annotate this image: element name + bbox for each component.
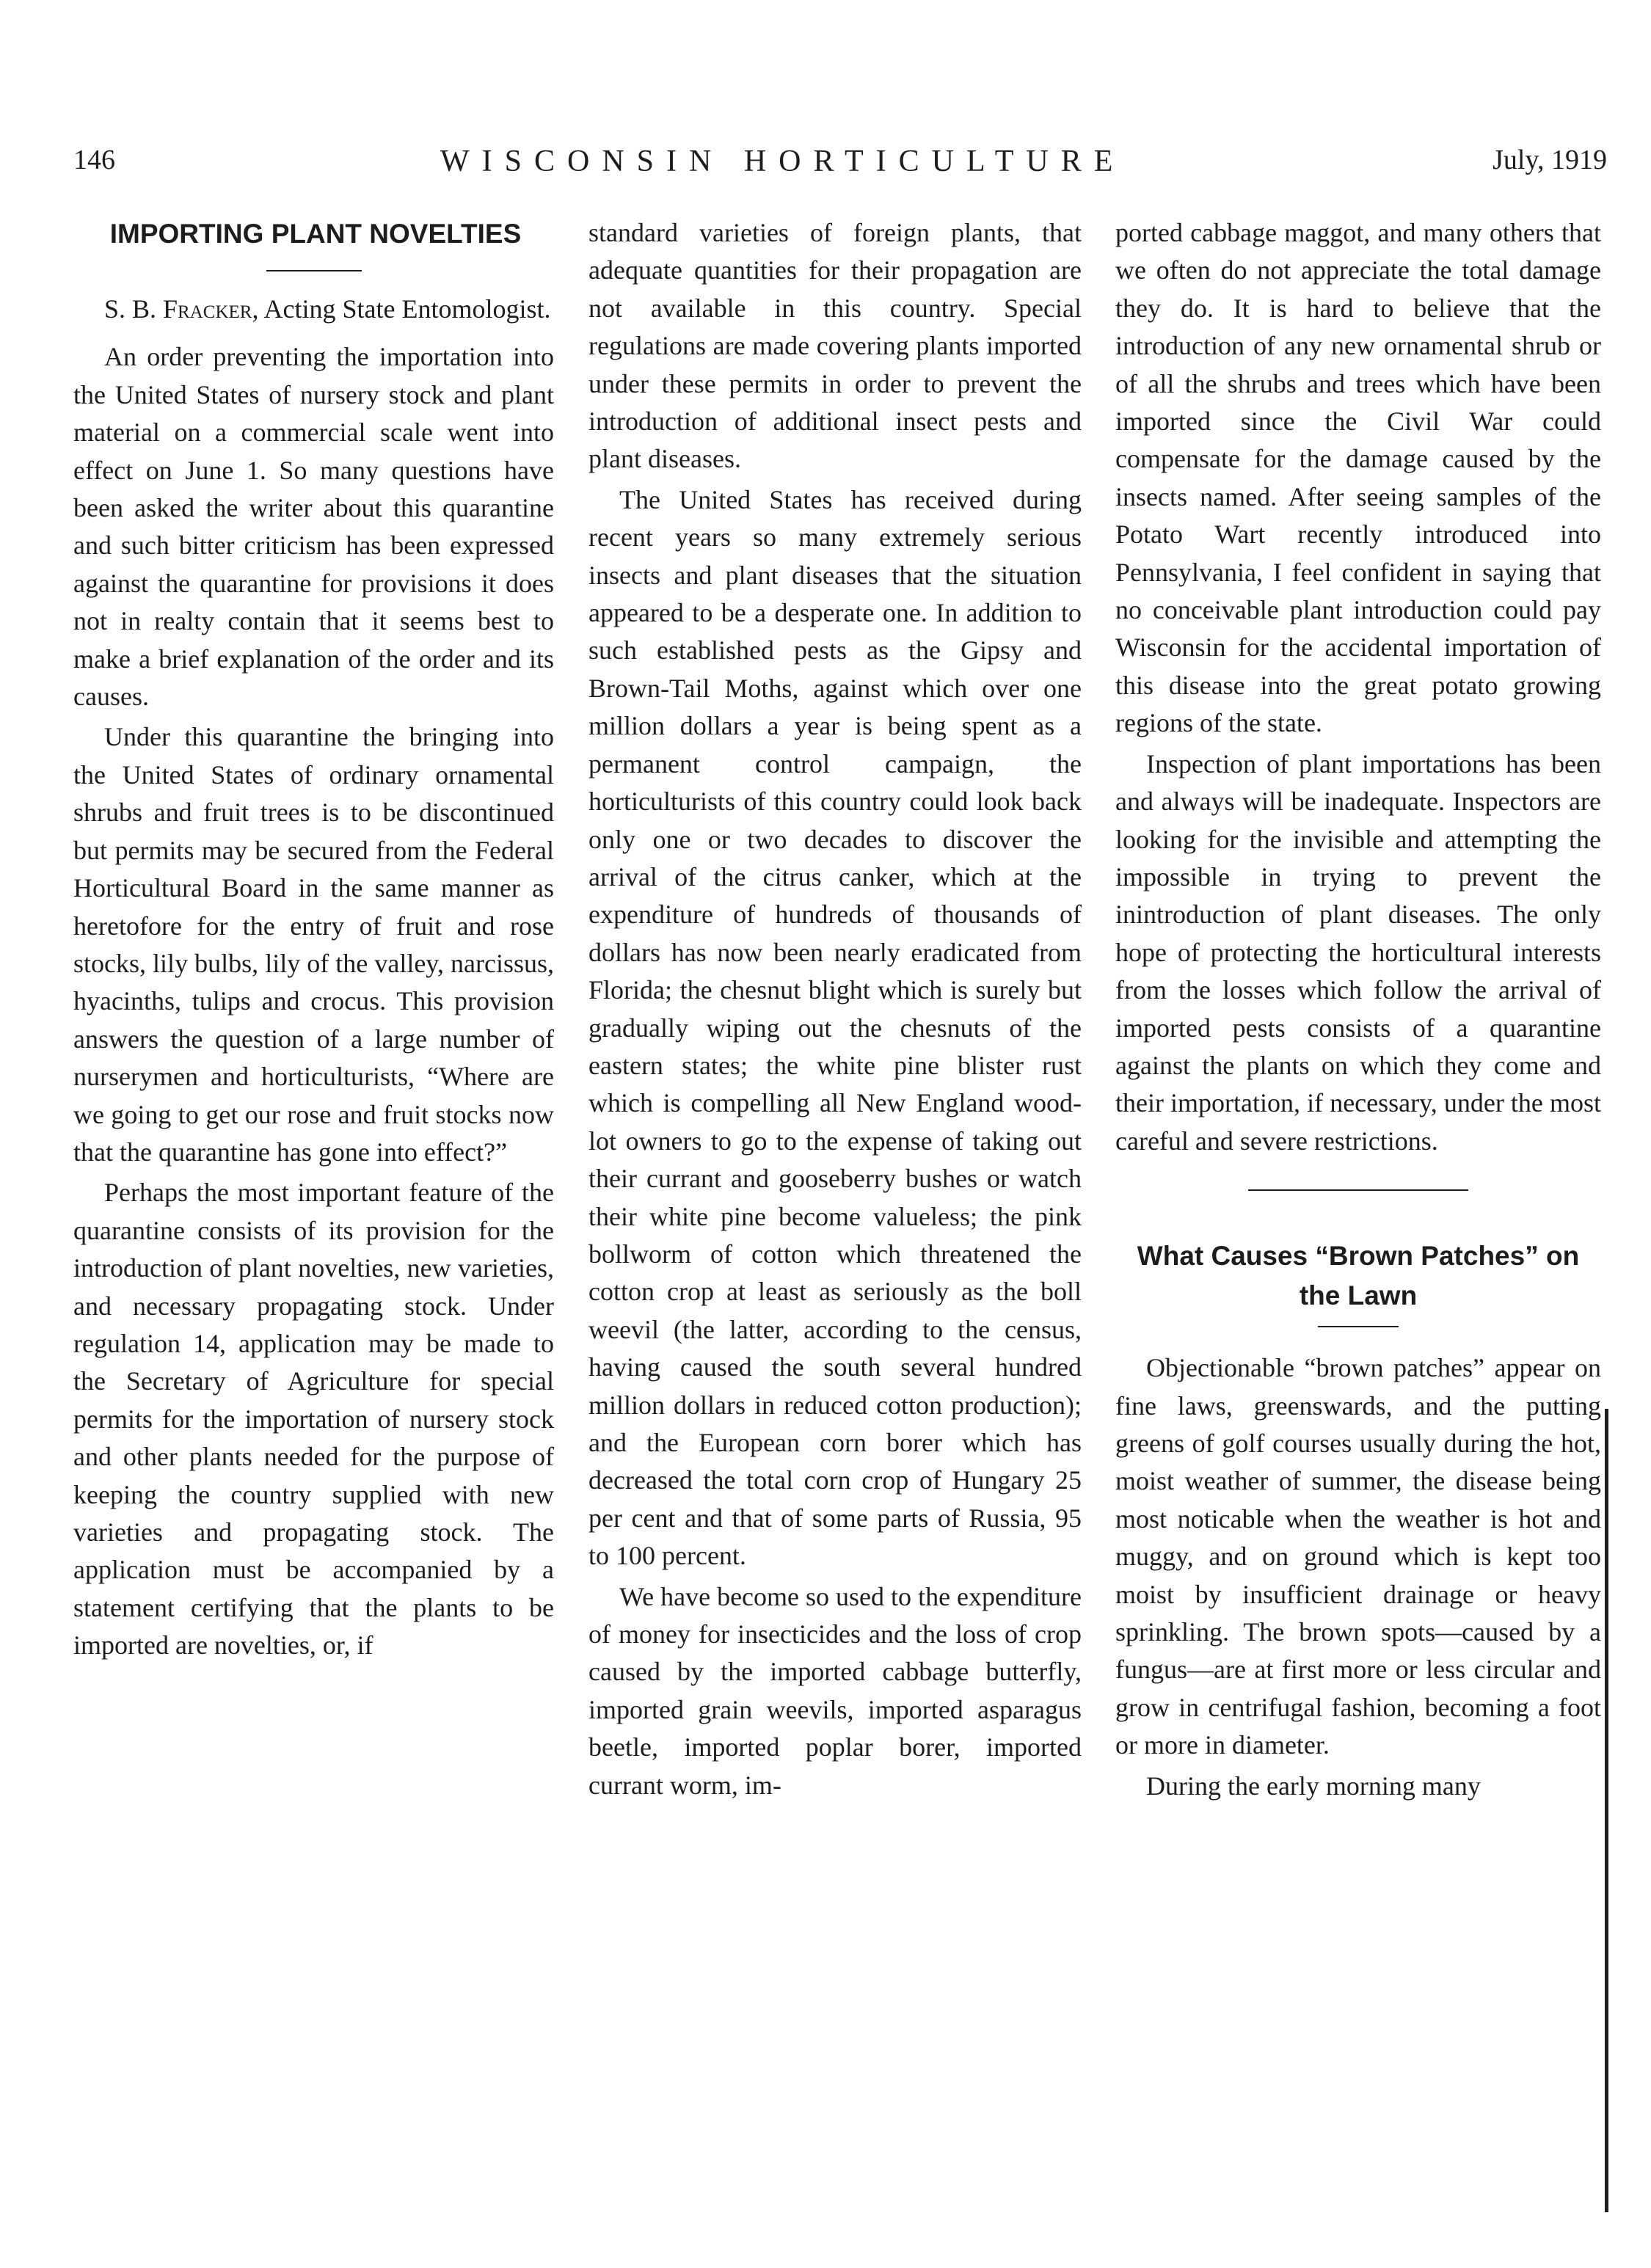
column-2 <box>588 214 1082 1804</box>
title-divider <box>266 270 362 271</box>
paragraph: Inspection of plant importations has been and always will be inadequate. Inspectors are looking for the invisible and attempting the impossible in trying to prevent the inintroduction of plant diseases. The only hope of protecting the horticultural interests from the losses which follow the arrival of imported pests consists of a quarantine against the plants on which they come and their importation, if necessary, under the most careful and severe restrictions. <box>1115 748 1601 1156</box>
column-1 <box>73 214 554 1665</box>
article-title: IMPORTING PLANT NOVELTIES <box>109 219 522 249</box>
paragraph: Perhaps the most important feature of the quarantine consists of its provision for the introduction of plant novelties, new varieties, and necessary propagating stock. Under regulation 14, application may be made to the Secretary of Agriculture for special permits for the importation of nursery stock and other plants needed for the purpose of keeping the country supplied with new varieties and propagating stock. The application must be accompanied by a statement certifying that the plants to be imported are novelties, or, if <box>73 1178 554 1660</box>
paragraph: An order preventing the importation into the United States of nursery stock and plant material on a commercial scale went into effect on June 1. So many questions have been asked the writer about this quarantine and such bitter criticism has been expressed against the quarantine for provisions it does not in realty contain that it seems best to make a brief explanation of the order and its causes. <box>73 342 554 712</box>
column-border-line <box>1605 1409 1608 2212</box>
page-number: 146 <box>73 145 115 175</box>
author-name: S. B. Fracker, <box>104 294 259 324</box>
paragraph: Under this quarantine the bringing into the United States of ordinary ornamental shrubs and fruit trees is to be discontinued but permits may be secured from the Federal Horticultural Board in the same manner as heretofore for the entry of fruit and rose stocks, lily bulbs, lily of the valley, narcissus, hyacinths, tulips and crocus. This provision answers the question of a large number of nurserymen and horticulturists, “Where are we going to get our rose and fruit stocks now that the quarantine has gone into effect?” <box>73 722 554 1167</box>
issue-date: July, 1919 <box>1493 145 1607 175</box>
article-title: What Causes “Brown Patches” on the Lawn <box>1137 1241 1580 1311</box>
author-role: Acting State Entomologist. <box>263 294 551 324</box>
title-divider <box>1318 1326 1399 1327</box>
byline <box>73 291 554 328</box>
paragraph: We have become so used to the expenditure of money for insecticides and the loss of crop caused by the imported cabbage butterfly, imported grain weevils, imported asparagus beetle, imported poplar borer, imported currant worm, im- <box>588 1581 1082 1800</box>
column-3 <box>1115 214 1601 1805</box>
paragraph-continuation: standard varieties of foreign plants, that adequate quantities for their propagation are not available in this country. Special regulations are made covering plants imported under these permits in order to prevent the introduction of additional insect pests and plant diseases. <box>588 218 1082 474</box>
paragraph: During the early morning many <box>1146 1771 1481 1801</box>
article-separator <box>1248 1189 1468 1191</box>
running-header <box>73 144 1636 188</box>
paragraph-continuation: ported cabbage maggot, and many others that we often do not appreciate the total damage they do. It is hard to believe that the introduction of any new ornamental shrub or of all the shrubs and trees which have been imported since the Civil War could compensate for the damage caused by the insects named. After seeing samples of the Potato Wart recently introduced into Pennsylvania, I feel confident in saying that no conceivable plant introduction could pay Wisconsin for the accidental importation of this disease into the great potato growing regions of the state. <box>1115 218 1601 738</box>
paragraph: Objectionable “brown patches” appear on fine laws, greenswards, and the putting greens of golf courses usually during the hot, moist weather of summer, the disease being most noticable when the weather is hot and muggy, and on ground which is kept too moist by insufficient drainage or heavy sprinkling. The brown spots—caused by a fungus—are at first more or less circular and grow in centrifugal fashion, becoming a foot or more in diameter. <box>1115 1353 1601 1760</box>
paragraph: The United States has received during recent years so many extremely serious insects and plant diseases that the situation appeared to be a desperate one. In addition to such established pests as the Gipsy and Brown-Tail Moths, against which over one million dollars a year is being spent as a permanent control campaign, the horticulturists of this country could look back only one or two decades to discover the arrival of the citrus canker, which at the expenditure of hundreds of thousands of dollars has now been nearly eradicated from Florida; the chesnut blight which is surely but gradually wiping out the chesnuts of the eastern states; the white pine blister rust which is compelling all New England wood-lot owners to go to the expense of taking out their currant and gooseberry bushes or watch their white pine become valueless; the pink bollworm of cotton which threatened the cotton crop at least as seriously as the boll weevil (the latter, according to the census, having caused the south several hundred million dollars in reduced cotton production); and the European corn borer which has decreased the total corn crop of Hungary 25 per cent and that of some parts of Russia, 95 to 100 percent. <box>588 484 1082 1571</box>
running-title: WISCONSIN HORTICULTURE <box>440 145 1126 178</box>
